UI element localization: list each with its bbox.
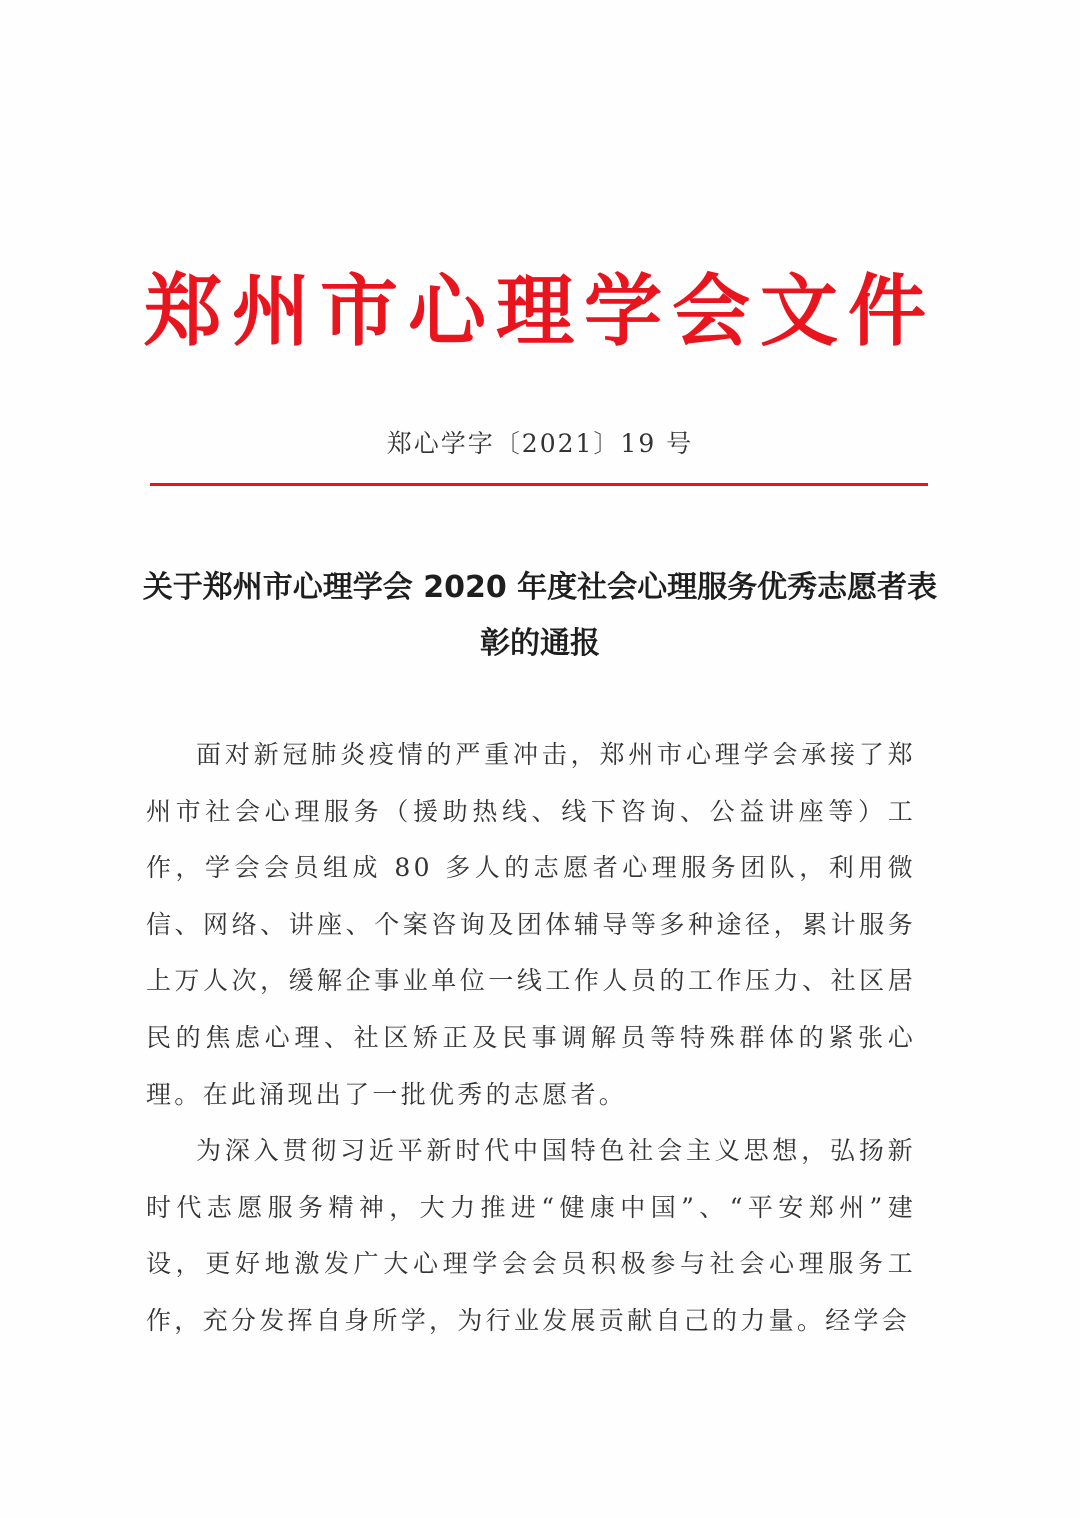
org-document-title: 郑州市心理学会文件 (143, 267, 936, 357)
notice-title: 关于郑州市心理学会 2020 年度社会心理服务优秀志愿者表彰的通报 (142, 570, 938, 661)
body-paragraph-1: 面对新冠肺炎疫情的严重冲击，郑州市心理学会承接了郑州市社会心理服务（援助热线、线下咨询、公益讲座等）工作，学会会员组成 80 多人的志愿者心理服务团队，利用微信、网络、讲座、个案咨询及团体辅导等多种途径，累计服务上万人次，缓解企事业单位一线工作人员的工作压力、社区居民的焦虑心理、社区矫正及民事调解员等特殊群体的紧张心理。在此涌现出了一批优秀的志愿者。 (146, 740, 916, 1109)
body-paragraph-2: 为深入贯彻习近平新时代中国特色社会主义思想，弘扬新时代志愿服务精神，大力推进“健康中国”、“平安郑州”建设，更好地激发广大心理学会会员积极参与社会心理服务工作，充分发挥自身所学，为行业发展贡献自己的力量。经学会 (146, 1136, 916, 1335)
red-divider-line (150, 483, 928, 486)
document-number: 郑心学字〔2021〕19 号 (386, 429, 694, 458)
body-text (146, 727, 916, 1350)
